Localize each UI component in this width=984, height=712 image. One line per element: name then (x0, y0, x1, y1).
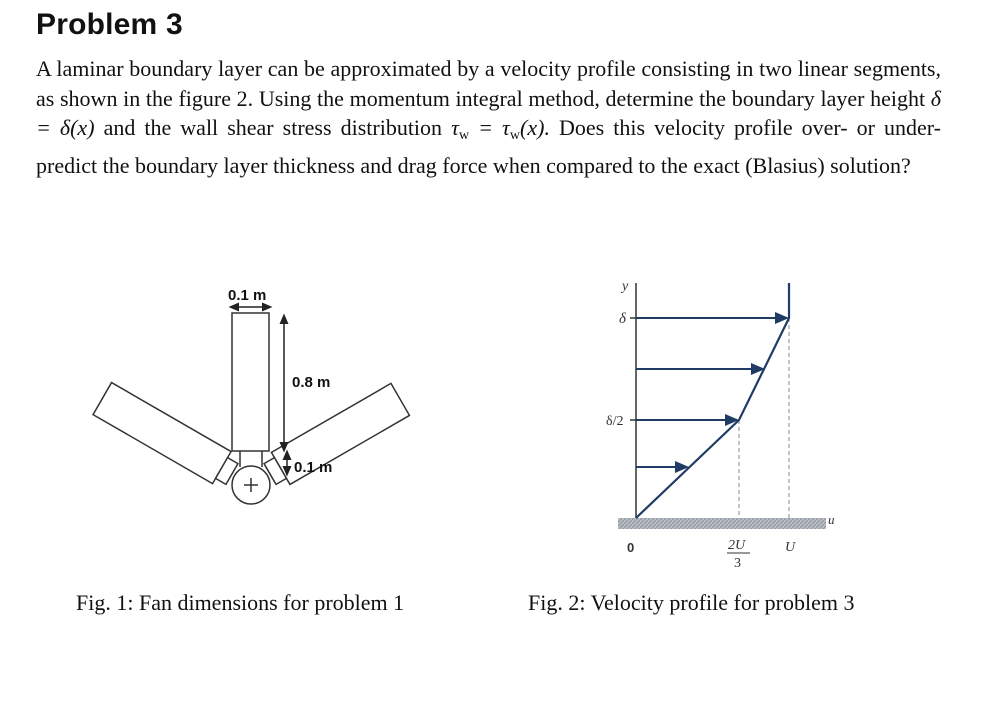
fig2-caption: Fig. 2: Velocity profile for problem 3 (528, 590, 855, 615)
problem-intro: A laminar boundary layer can be approximated by a velocity profile consisting in two linear segments, as shown in the figure 2. Using the momentum integral method, determine the boundary layer height (36, 56, 941, 111)
problem-mid: and the wall shear stress distribution (103, 115, 443, 140)
tau-subscript-2: w (509, 128, 521, 143)
fig1-caption: Fig. 1: Fan dimensions for problem 1 (76, 590, 405, 615)
tau-symbol: τ (451, 115, 459, 140)
problem-end: Does this velocity profile over- or under-predict the boundary layer thickness and drag force when compared to the exact (Blasius) solution? (36, 115, 942, 178)
page-title: Problem 3 (36, 8, 183, 41)
tau-subscript: w (458, 128, 470, 143)
u-label: U (785, 540, 796, 555)
fan-width-label: 0.1 m (228, 287, 267, 304)
half-delta-label: δ/2 (606, 414, 624, 429)
two-u-denominator: 3 (734, 556, 741, 571)
delta-label: δ (619, 311, 626, 327)
fan-length-label: 0.8 m (292, 374, 331, 391)
zero-label: 0 (627, 540, 635, 555)
tau-argument: (x). (520, 115, 550, 140)
y-axis-label: y (622, 279, 629, 294)
delta-equation: δ = δ(x) (36, 85, 941, 140)
fan-hub-label: 0.1 m (294, 459, 333, 476)
u-axis-label: u (828, 512, 835, 527)
wall-surface (618, 518, 826, 529)
two-u-numerator: 2U (728, 538, 746, 553)
tau-equation: = τ (478, 115, 510, 140)
